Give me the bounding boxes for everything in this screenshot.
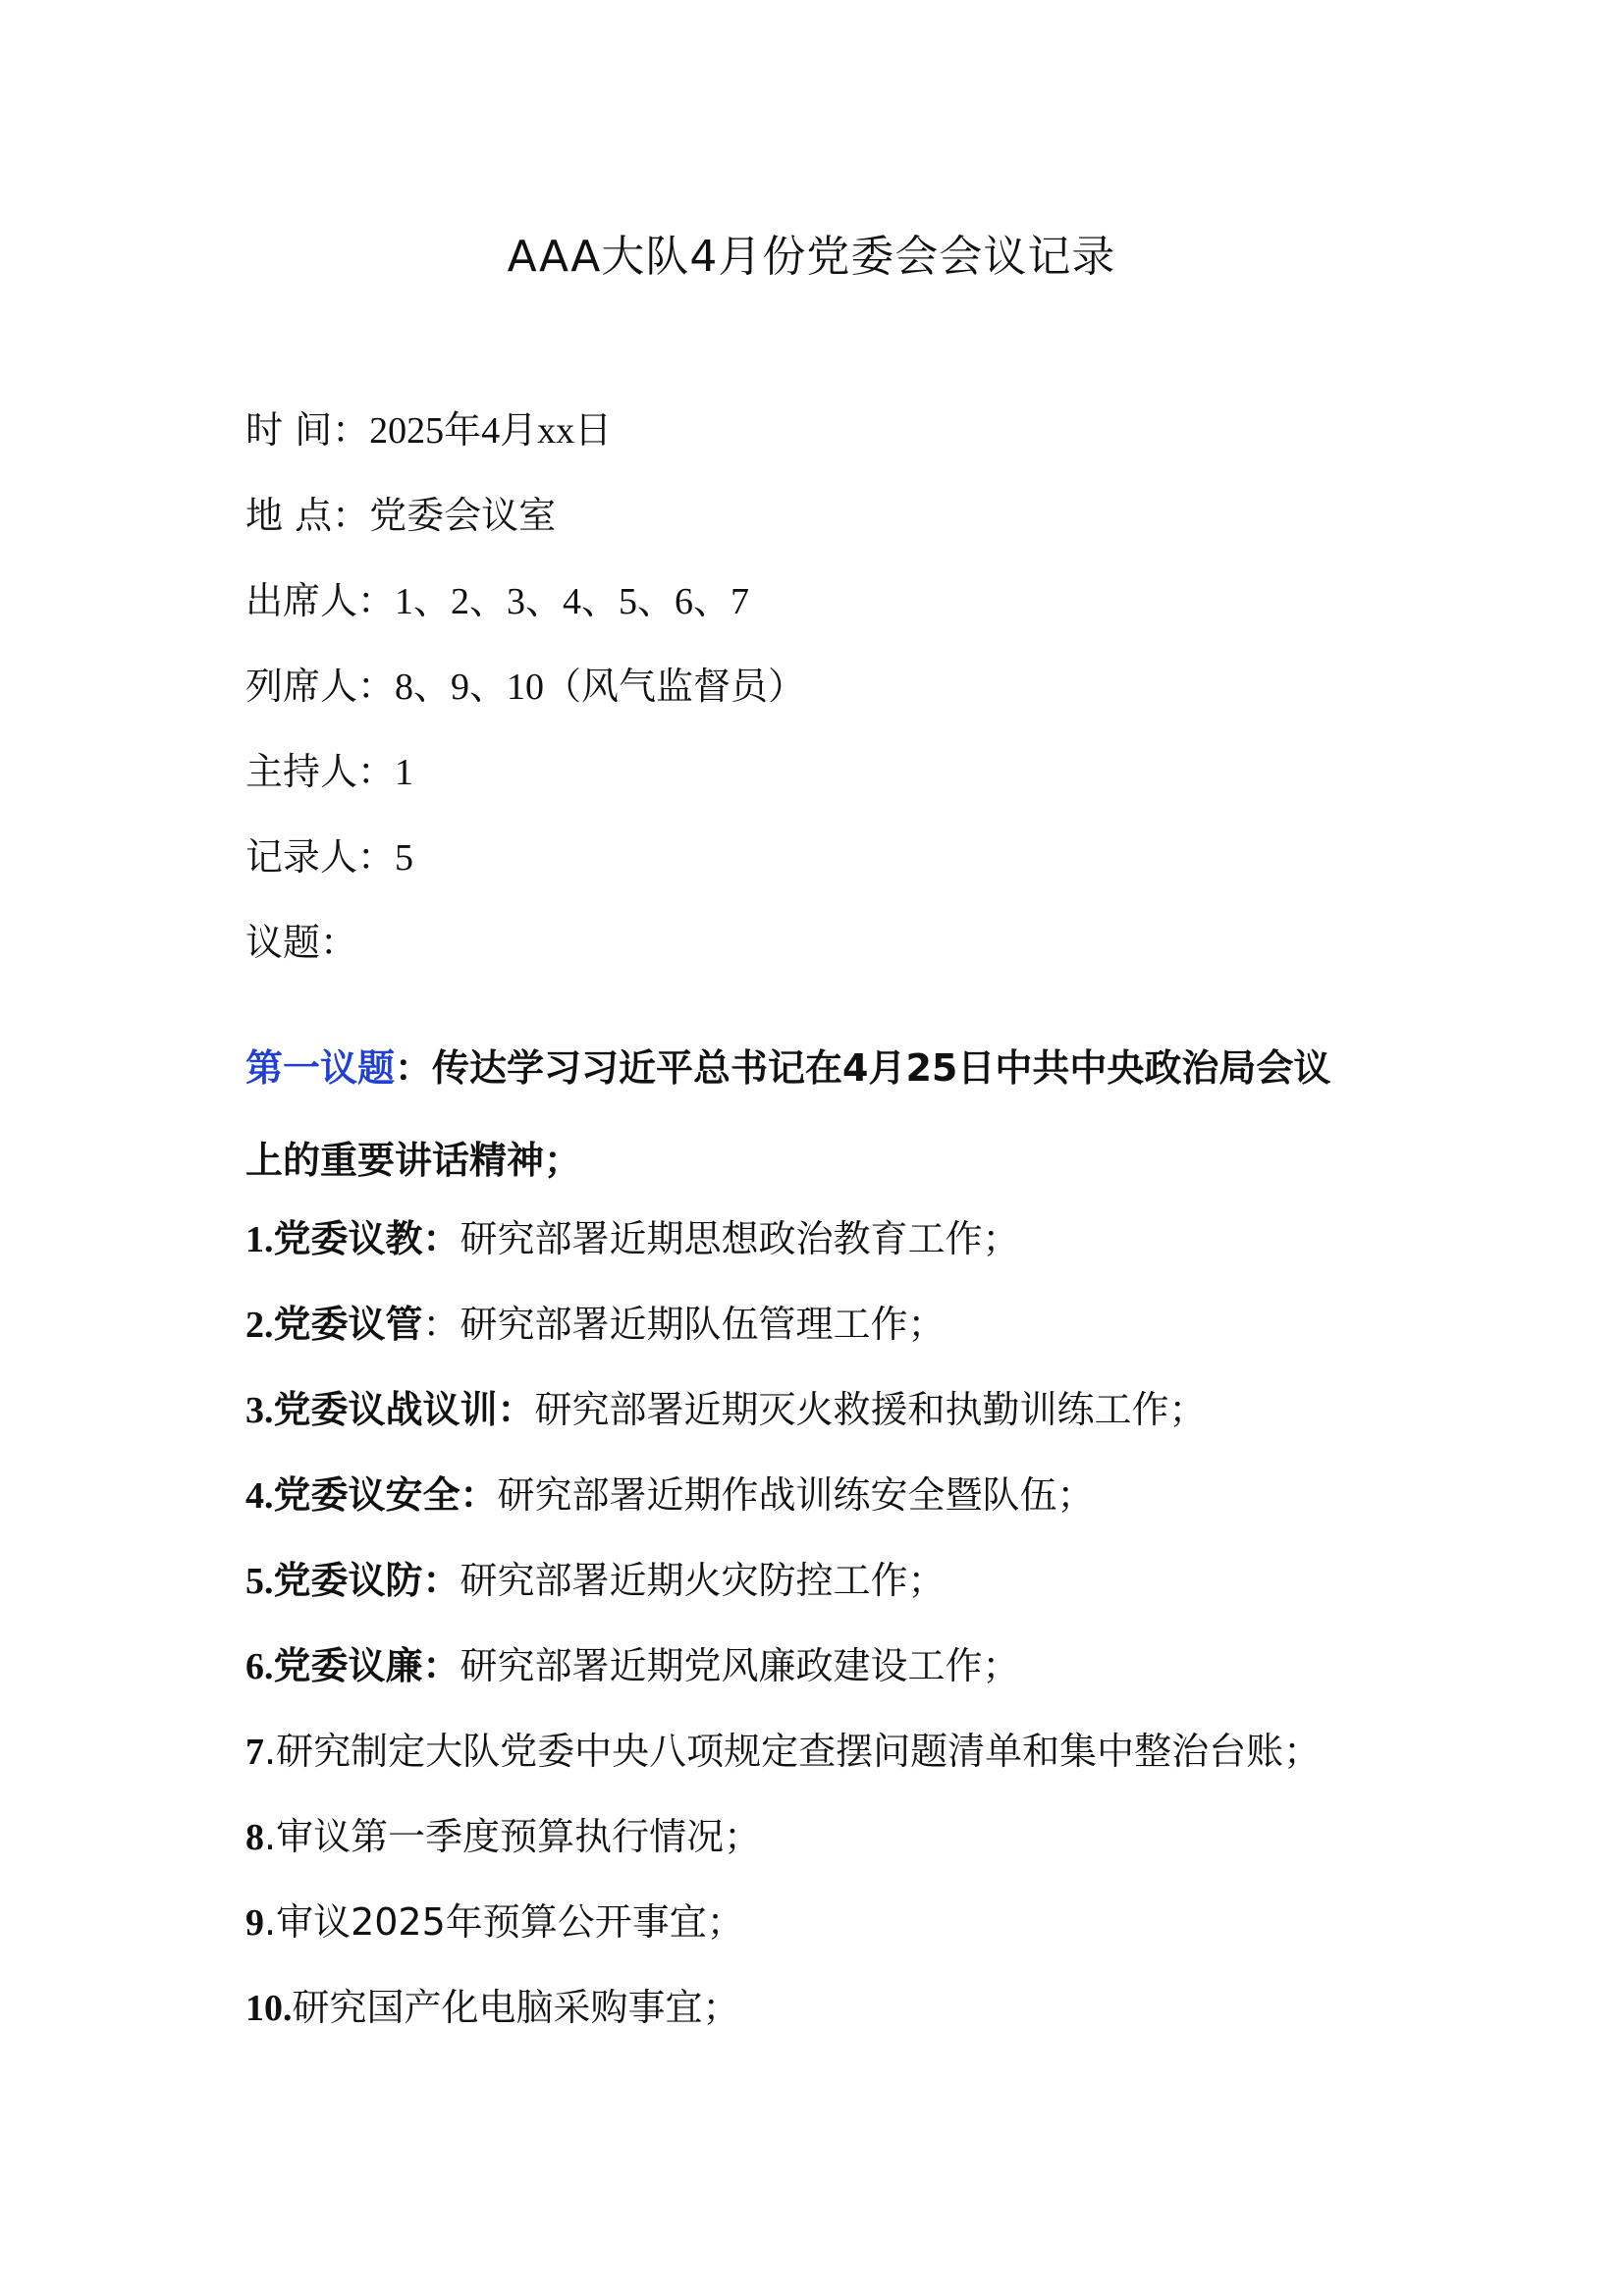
meta-place-label: 地 点： [245, 494, 370, 537]
agenda-item-text: 研究国产化电脑采购事宜； [292, 1986, 740, 2029]
agenda-item [245, 1807, 1424, 1893]
agenda-item-text: 研究部署近期火灾防控工作； [460, 1559, 946, 1602]
meta-topics-label: 议题： [245, 921, 358, 964]
agenda-item-text: .审议2025年预算公开事宜； [264, 1900, 744, 1944]
meta-host-label: 主持人： [245, 750, 396, 793]
agenda-item-number: 4. [245, 1475, 274, 1517]
agenda-item-lead: 党委议教： [273, 1217, 460, 1260]
agenda-item [245, 1209, 1424, 1295]
agenda-item-text: 研究部署近期党风廉政建设工作； [460, 1644, 1020, 1687]
agenda-item [245, 1380, 1424, 1466]
first-agenda-line-2: 上的重要讲话精神； [245, 1139, 582, 1182]
first-agenda-text: ：传达学习习近平总书记在4月25日中共中央政治局会议 [395, 1046, 1331, 1090]
agenda-item-lead: 党委议廉： [273, 1644, 460, 1687]
meta-place-value: 党委会议室 [369, 494, 557, 537]
agenda-item-text: ：研究部署近期队伍管理工作； [422, 1303, 946, 1346]
agenda-items [245, 1209, 1424, 2063]
agenda-item-number: 9 [245, 1902, 264, 1944]
meta-recorder [245, 828, 1424, 913]
agenda-item-number: 7 [245, 1732, 264, 1773]
agenda-item-number: 5. [245, 1561, 274, 1602]
meta-observers-value: 8、9、10（风气监督员） [395, 667, 806, 708]
first-agenda-tag: 第一议题 [245, 1046, 396, 1090]
agenda-item-number: 3. [245, 1390, 274, 1431]
agenda-item [245, 1722, 1424, 1807]
agenda-item-lead: 党委议安全： [273, 1473, 498, 1517]
meta-time-value: 2025年4月xx日 [369, 410, 613, 452]
agenda-item-text: .研究制定大队党委中央八项规定查摆问题清单和集中整治台账； [264, 1730, 1322, 1773]
agenda-item [245, 1551, 1424, 1636]
first-agenda [245, 1039, 1404, 1223]
document-title: AAA大队4月份党委会会议记录 [507, 232, 1116, 282]
agenda-item-text: 研究部署近期思想政治教育工作； [460, 1217, 1020, 1260]
meta-host-value: 1 [395, 752, 414, 793]
agenda-item-text: 研究部署近期灭火救援和执勤训练工作； [534, 1388, 1207, 1431]
agenda-item [245, 1295, 1424, 1380]
agenda-item-number: 1. [245, 1219, 274, 1260]
agenda-item-text: .审议第一季度预算执行情况； [264, 1815, 762, 1858]
meta-host [245, 742, 1424, 828]
agenda-item-lead: 党委议战议训： [273, 1388, 535, 1431]
agenda-item [245, 1636, 1424, 1722]
meta-observers [245, 657, 1424, 742]
agenda-item-text: 研究部署近期作战训练安全暨队伍； [497, 1473, 1095, 1517]
meta-time [245, 400, 1424, 486]
agenda-item [245, 1978, 1424, 2063]
agenda-item-lead: 党委议防： [273, 1559, 460, 1602]
meta-recorder-value: 5 [395, 837, 414, 879]
agenda-item-number: 8 [245, 1817, 264, 1858]
meta-recorder-label: 记录人： [245, 835, 396, 879]
meta-place [245, 486, 1424, 571]
agenda-item-number: 2. [245, 1305, 274, 1346]
agenda-item-number: 10. [245, 1988, 293, 2029]
agenda-item [245, 1893, 1424, 1978]
first-agenda-line-1 [245, 1039, 1404, 1131]
meta-attendees [245, 571, 1424, 657]
meta-time-label: 时 间： [245, 408, 370, 452]
meta-topics [245, 913, 1424, 998]
meta-attendees-value: 1、2、3、4、5、6、7 [395, 581, 750, 622]
agenda-item [245, 1466, 1424, 1551]
meta-observers-label: 列席人： [245, 665, 396, 708]
agenda-item-lead: 党委议管 [273, 1303, 423, 1346]
meta-attendees-label: 出席人： [245, 579, 396, 622]
agenda-item-number: 6. [245, 1646, 274, 1687]
meeting-meta [245, 400, 1424, 998]
